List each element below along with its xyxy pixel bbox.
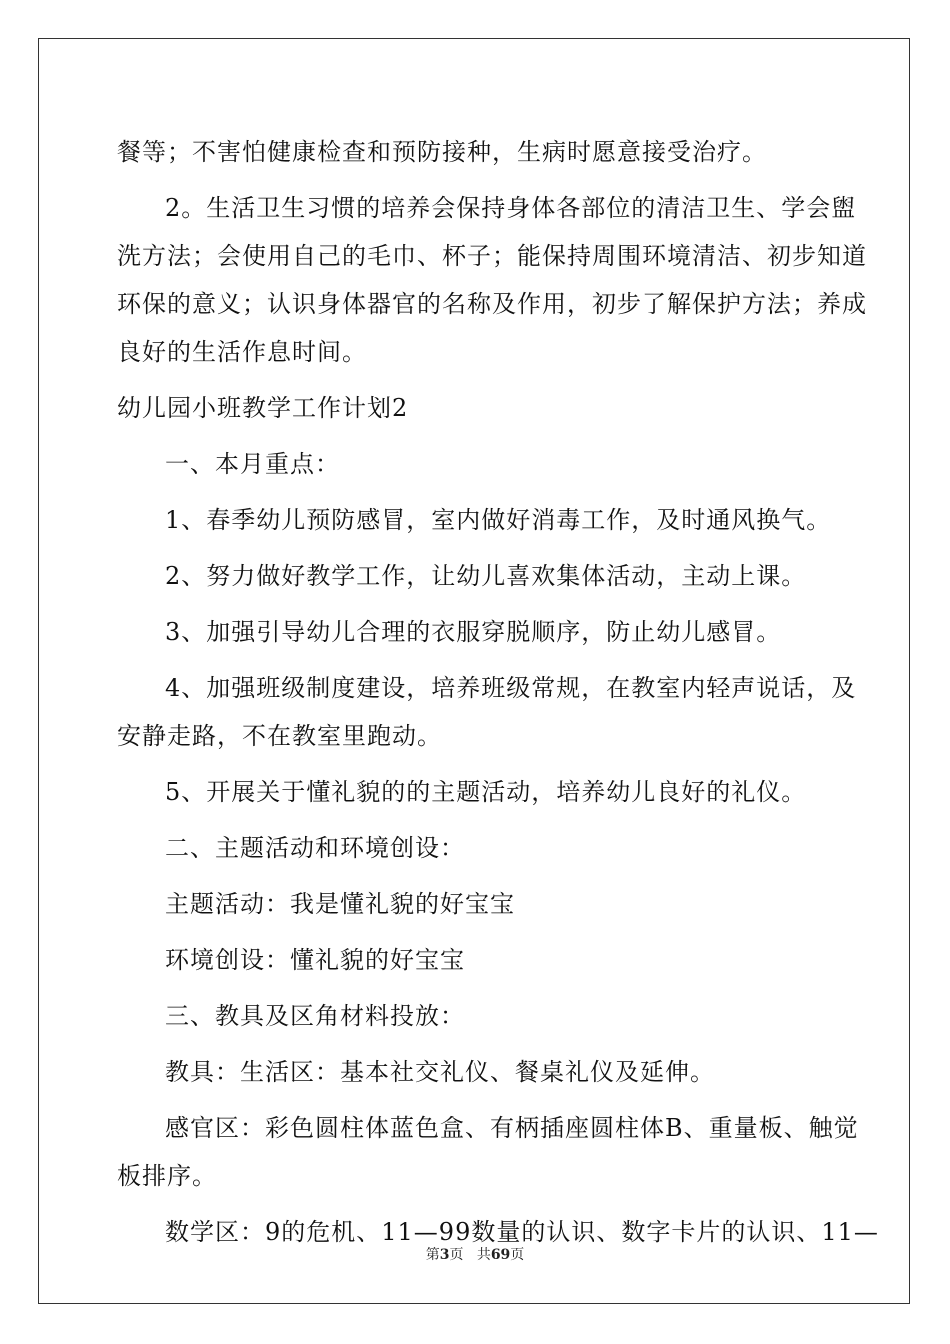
paragraph-line: 环境创设：懂礼貌的好宝宝 bbox=[165, 946, 465, 974]
paragraph-line: 洗方法；会使用自己的毛巾、杯子；能保持周围环境清洁、初步知道 bbox=[117, 242, 867, 270]
total-pages: 69 bbox=[490, 1247, 511, 1263]
list-item: 2、努力做好教学工作，让幼儿喜欢集体活动，主动上课。 bbox=[165, 562, 807, 590]
section-title: 幼儿园小班教学工作计划2 bbox=[117, 394, 409, 422]
list-item: 4、加强班级制度建设，培养班级常规，在教室内轻声说话，及 bbox=[165, 674, 857, 702]
total-suffix: 页 bbox=[510, 1247, 525, 1263]
paragraph-line: 感官区：彩色圆柱体蓝色盒、有柄插座圆柱体B、重量板、触觉 bbox=[165, 1114, 859, 1142]
page-number: 3 bbox=[439, 1247, 450, 1263]
paragraph-line: 数学区：9的危机、11—99数量的认识、数字卡片的认识、11— bbox=[165, 1218, 879, 1246]
list-item-continuation: 安静走路，不在教室里跑动。 bbox=[117, 722, 442, 750]
total-prefix: 共 bbox=[476, 1247, 491, 1263]
document-body bbox=[117, 128, 879, 1256]
paragraph-line: 环保的意义；认识身体器官的名称及作用，初步了解保护方法；养成 bbox=[117, 290, 867, 318]
list-item: 5、开展关于懂礼貌的的主题活动，培养幼儿良好的礼仪。 bbox=[165, 778, 807, 806]
page-prefix: 第 bbox=[425, 1247, 440, 1263]
heading-line: 三、教具及区角材料投放： bbox=[165, 1002, 465, 1030]
paragraph-line: 主题活动：我是懂礼貌的好宝宝 bbox=[165, 890, 515, 918]
list-item: 3、加强引导幼儿合理的衣服穿脱顺序，防止幼儿感冒。 bbox=[165, 618, 782, 646]
heading-line: 一、本月重点： bbox=[165, 450, 340, 478]
list-item: 1、春季幼儿预防感冒，室内做好消毒工作，及时通风换气。 bbox=[165, 506, 832, 534]
heading-line: 二、主题活动和环境创设： bbox=[165, 834, 465, 862]
paragraph-line: 板排序。 bbox=[117, 1162, 217, 1190]
paragraph-line: 2。生活卫生习惯的培养会保持身体各部位的清洁卫生、学会盥 bbox=[165, 194, 857, 222]
paragraph-line: 良好的生活作息时间。 bbox=[117, 338, 367, 366]
page-suffix: 页 bbox=[449, 1247, 464, 1263]
paragraph-line: 教具：生活区：基本社交礼仪、餐桌礼仪及延伸。 bbox=[165, 1058, 715, 1086]
paragraph-line: 餐等；不害怕健康检查和预防接种，生病时愿意接受治疗。 bbox=[117, 138, 767, 166]
page-footer bbox=[0, 1244, 950, 1264]
